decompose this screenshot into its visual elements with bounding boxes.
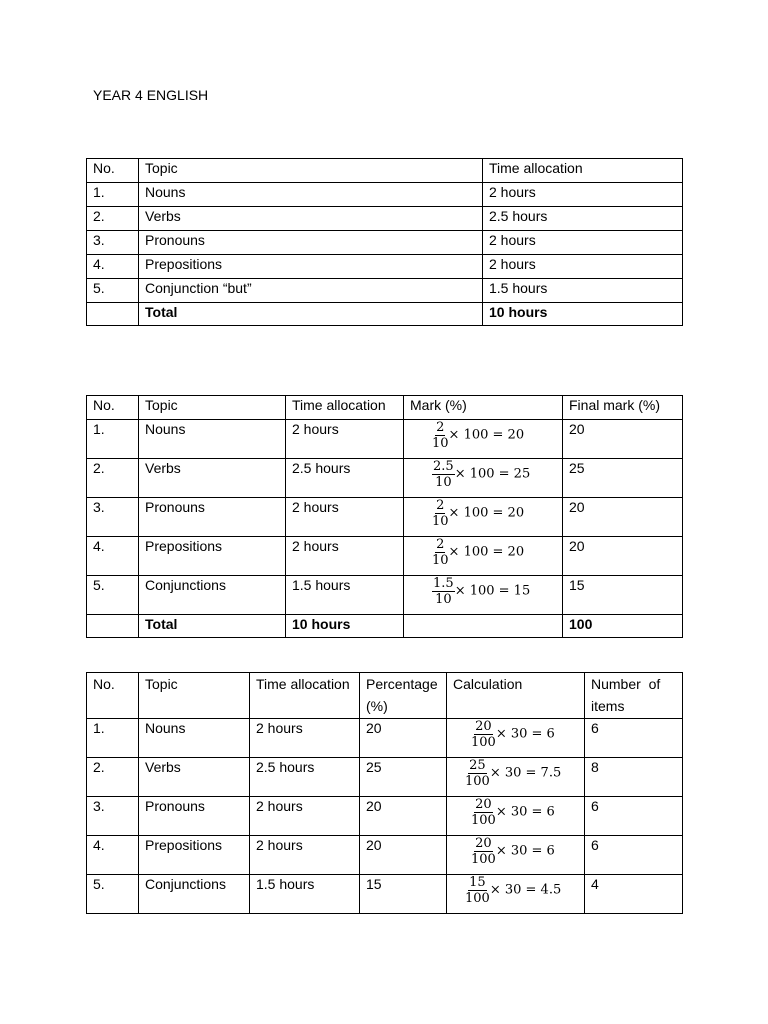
fraction (432, 420, 449, 451)
denominator: 100 (471, 852, 496, 867)
total-time: 10 hours (286, 615, 404, 638)
fraction (432, 498, 449, 529)
header-no: No. (87, 159, 139, 183)
numerator: 20 (475, 797, 492, 812)
row-time: 2 hours (286, 537, 404, 576)
denominator: 10 (435, 592, 452, 607)
row-percentage: 15 (360, 875, 447, 914)
fraction (432, 459, 455, 490)
row-topic: Pronouns (139, 498, 286, 537)
header-topic: Topic (139, 159, 483, 183)
row-topic: Nouns (139, 420, 286, 459)
header-mark: Mark (%) (404, 396, 563, 420)
denominator: 100 (471, 813, 496, 828)
fraction (432, 537, 449, 568)
header-number-of-items: Number of items (585, 673, 683, 719)
numerator: 2 (436, 537, 445, 552)
row-time: 2.5 hours (250, 758, 360, 797)
row-time: 1.5 hours (483, 279, 683, 303)
table-row (87, 255, 683, 279)
row-time: 2 hours (483, 183, 683, 207)
denominator: 10 (435, 475, 452, 490)
table-row (87, 836, 683, 875)
fraction (432, 576, 455, 607)
row-time: 2 hours (286, 420, 404, 459)
denominator: 10 (432, 514, 449, 529)
row-topic: Nouns (139, 719, 250, 758)
row-items: 4 (585, 875, 683, 914)
denominator: 100 (471, 735, 496, 750)
row-no: 3. (87, 498, 139, 537)
row-items: 6 (585, 719, 683, 758)
mark-formula (404, 459, 563, 498)
total-time: 10 hours (483, 303, 683, 326)
row-no: 1. (87, 183, 139, 207)
mark-table (86, 395, 683, 638)
calculation-formula (447, 875, 585, 914)
fraction (471, 836, 496, 867)
calculation-formula (447, 797, 585, 836)
row-no: 5. (87, 576, 139, 615)
formula-rest: × 30 = 7.5 (489, 765, 562, 781)
document-title: YEAR 4 ENGLISH (93, 87, 209, 103)
numerator: 15 (469, 875, 486, 890)
time-allocation-table (86, 158, 683, 326)
header-topic: Topic (139, 396, 286, 420)
row-percentage: 20 (360, 719, 447, 758)
row-final: 20 (563, 420, 683, 459)
row-time: 2 hours (250, 836, 360, 875)
row-time: 2.5 hours (483, 207, 683, 231)
table-row (87, 459, 683, 498)
row-final: 20 (563, 537, 683, 576)
table-header-row (87, 159, 683, 183)
denominator: 10 (432, 436, 449, 451)
row-final: 15 (563, 576, 683, 615)
formula-rest: × 100 = 20 (448, 505, 525, 521)
row-time: 2 hours (483, 255, 683, 279)
mark-formula (404, 498, 563, 537)
formula-rest: × 100 = 20 (448, 427, 525, 443)
row-topic: Verbs (139, 207, 483, 231)
formula-rest: × 30 = 6 (495, 843, 555, 859)
row-time: 2 hours (250, 797, 360, 836)
table-row (87, 875, 683, 914)
row-no: 4. (87, 255, 139, 279)
row-no: 4. (87, 836, 139, 875)
fraction (465, 758, 490, 789)
numerator: 25 (469, 758, 486, 773)
row-time: 2 hours (250, 719, 360, 758)
header-final-mark: Final mark (%) (563, 396, 683, 420)
total-mark (404, 615, 563, 638)
row-topic: Conjunctions (139, 875, 250, 914)
total-row (87, 615, 683, 638)
row-no: 4. (87, 537, 139, 576)
table-row (87, 576, 683, 615)
formula-rest: × 100 = 20 (448, 544, 525, 560)
numerator: 20 (475, 719, 492, 734)
row-no: 3. (87, 797, 139, 836)
formula-rest: × 30 = 6 (495, 726, 555, 742)
row-topic: Prepositions (139, 255, 483, 279)
total-label: Total (139, 615, 286, 638)
row-time: 1.5 hours (250, 875, 360, 914)
calculation-formula (447, 719, 585, 758)
table-row (87, 758, 683, 797)
row-topic: Prepositions (139, 537, 286, 576)
table-row (87, 719, 683, 758)
row-time: 2.5 hours (286, 459, 404, 498)
number-of-items-table (86, 672, 683, 914)
table-row (87, 279, 683, 303)
table-header-row (87, 396, 683, 420)
numerator: 2 (436, 420, 445, 435)
row-no: 5. (87, 279, 139, 303)
row-items: 6 (585, 797, 683, 836)
row-items: 8 (585, 758, 683, 797)
row-topic: Nouns (139, 183, 483, 207)
header-time: Time allocation (250, 673, 360, 719)
fraction (471, 797, 496, 828)
row-percentage: 25 (360, 758, 447, 797)
numerator: 2 (436, 498, 445, 513)
row-final: 20 (563, 498, 683, 537)
row-no: 3. (87, 231, 139, 255)
total-no (87, 303, 139, 326)
formula-rest: × 100 = 15 (454, 583, 531, 599)
formula-rest: × 30 = 4.5 (489, 882, 562, 898)
row-final: 25 (563, 459, 683, 498)
table-row (87, 231, 683, 255)
total-no (87, 615, 139, 638)
header-time: Time allocation (483, 159, 683, 183)
row-no: 2. (87, 758, 139, 797)
denominator: 100 (465, 891, 490, 906)
row-topic: Verbs (139, 758, 250, 797)
row-percentage: 20 (360, 836, 447, 875)
table-row (87, 183, 683, 207)
row-items: 6 (585, 836, 683, 875)
fraction (465, 875, 490, 906)
header-no: No. (87, 396, 139, 420)
denominator: 10 (432, 553, 449, 568)
fraction (471, 719, 496, 750)
header-no: No. (87, 673, 139, 719)
formula-rest: × 30 = 6 (495, 804, 555, 820)
row-no: 2. (87, 459, 139, 498)
table-row (87, 420, 683, 459)
row-topic: Pronouns (139, 231, 483, 255)
denominator: 100 (465, 774, 490, 789)
total-final: 100 (563, 615, 683, 638)
total-label: Total (139, 303, 483, 326)
header-time: Time allocation (286, 396, 404, 420)
row-topic: Conjunctions (139, 576, 286, 615)
mark-formula (404, 537, 563, 576)
calculation-formula (447, 836, 585, 875)
header-calculation: Calculation (447, 673, 585, 719)
row-topic: Conjunction “but” (139, 279, 483, 303)
formula-rest: × 100 = 25 (454, 466, 531, 482)
numerator: 20 (475, 836, 492, 851)
numerator: 2.5 (433, 459, 454, 474)
mark-formula (404, 576, 563, 615)
row-topic: Verbs (139, 459, 286, 498)
table-header-row (87, 673, 683, 719)
header-percentage: Percentage (%) (360, 673, 447, 719)
table-row (87, 797, 683, 836)
row-time: 2 hours (286, 498, 404, 537)
row-no: 1. (87, 420, 139, 459)
table-row (87, 498, 683, 537)
row-topic: Pronouns (139, 797, 250, 836)
calculation-formula (447, 758, 585, 797)
table-row (87, 207, 683, 231)
row-no: 5. (87, 875, 139, 914)
total-row (87, 303, 683, 326)
numerator: 1.5 (433, 576, 454, 591)
row-time: 2 hours (483, 231, 683, 255)
table-row (87, 537, 683, 576)
row-percentage: 20 (360, 797, 447, 836)
header-topic: Topic (139, 673, 250, 719)
mark-formula (404, 420, 563, 459)
row-no: 2. (87, 207, 139, 231)
row-topic: Prepositions (139, 836, 250, 875)
row-time: 1.5 hours (286, 576, 404, 615)
row-no: 1. (87, 719, 139, 758)
